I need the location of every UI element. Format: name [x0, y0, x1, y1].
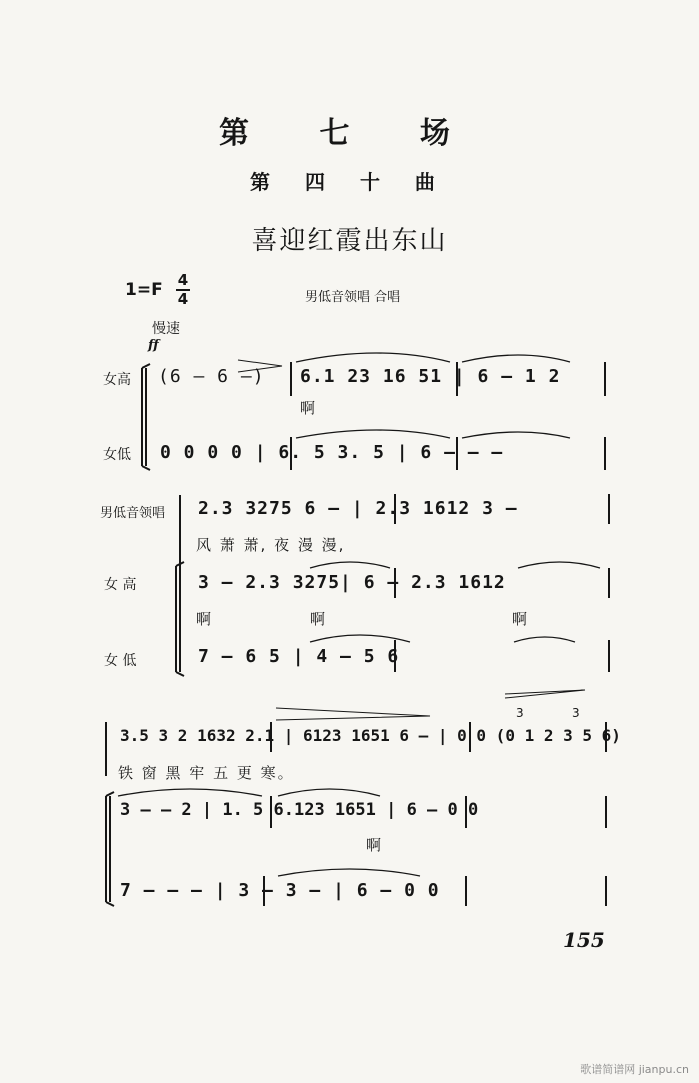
key-signature: 1=F [125, 280, 163, 300]
soprano-notes: 3 — 2.3 3275| 6 — 2.3 1612 [198, 572, 506, 593]
performer-label: 男低音领唱 合唱 [305, 290, 401, 305]
slur [518, 562, 600, 568]
soprano-notes: 6.1 23 16 51 | 6 — 1 2 [300, 366, 561, 387]
bass-lyric: 铁 窗 黑 牢 五 更 寒。 [118, 764, 295, 782]
soprano-intro: (6 — 6 —) [158, 366, 265, 387]
soprano-lyric: 啊 [300, 399, 318, 417]
alto-notes: 7 — — — | 3 — 3 — | 6 — 0 0 [120, 880, 440, 901]
time-signature-bottom: 4 [177, 290, 189, 308]
slur [310, 562, 390, 568]
bass-notes: 3.5 3 2 1632 2.1 | 6123 1651 6 — | 0 0 (0 1 2 3 5 6) [120, 726, 621, 745]
label-bass-lead: 男低音领唱 [100, 506, 166, 521]
label-soprano: 女高 [103, 372, 131, 388]
tempo-marking: 慢速 [152, 321, 180, 337]
scene-title: 第 七 场 [219, 116, 480, 151]
dynamic-marking: ff [148, 338, 159, 353]
slur [296, 353, 450, 362]
slur [118, 789, 262, 796]
slur [462, 355, 570, 362]
soprano-notes: 3 — — 2 | 1. 5 6.123 1651 | 6 — 0 0 [120, 800, 479, 820]
time-signature-top: 4 [177, 271, 189, 289]
triplet-mark: 3 [516, 706, 524, 720]
bass-lyric: 风 萧 萧, 夜 漫 漫, [196, 536, 346, 554]
watermark: 歌谱简谱网 jianpu.cn [580, 1063, 689, 1076]
label-alto: 女低 [103, 447, 131, 463]
soprano-lyric: 啊 [310, 610, 328, 628]
soprano-lyric: 啊 [196, 610, 214, 628]
song-number: 第 四 十 曲 [250, 170, 449, 194]
soprano-lyric: 啊 [366, 836, 384, 854]
slur [296, 430, 450, 438]
slur [514, 637, 575, 642]
slur [278, 789, 380, 796]
slur [278, 869, 420, 876]
alto-notes: 7 — 6 5 | 4 — 5 6 [198, 646, 400, 667]
song-title: 喜迎红霞出东山 [251, 226, 448, 256]
soprano-lyric: 啊 [512, 610, 530, 628]
bass-notes: 2.3 3275 6 — | 2.3 1612 3 — [198, 498, 518, 519]
alto-notes: 0 0 0 0 | 6. 5 3. 5 | 6 — — — [160, 442, 504, 463]
hairpin [505, 690, 585, 698]
hairpin [276, 708, 430, 720]
label-soprano: 女 高 [104, 577, 137, 593]
label-alto: 女 低 [104, 653, 137, 669]
triplet-mark: 3 [572, 706, 580, 720]
slur [462, 432, 570, 438]
system1-bracket [142, 364, 150, 470]
system3-bracket [106, 792, 114, 906]
page-number: 155 [563, 928, 605, 952]
system2-bracket [176, 495, 184, 676]
